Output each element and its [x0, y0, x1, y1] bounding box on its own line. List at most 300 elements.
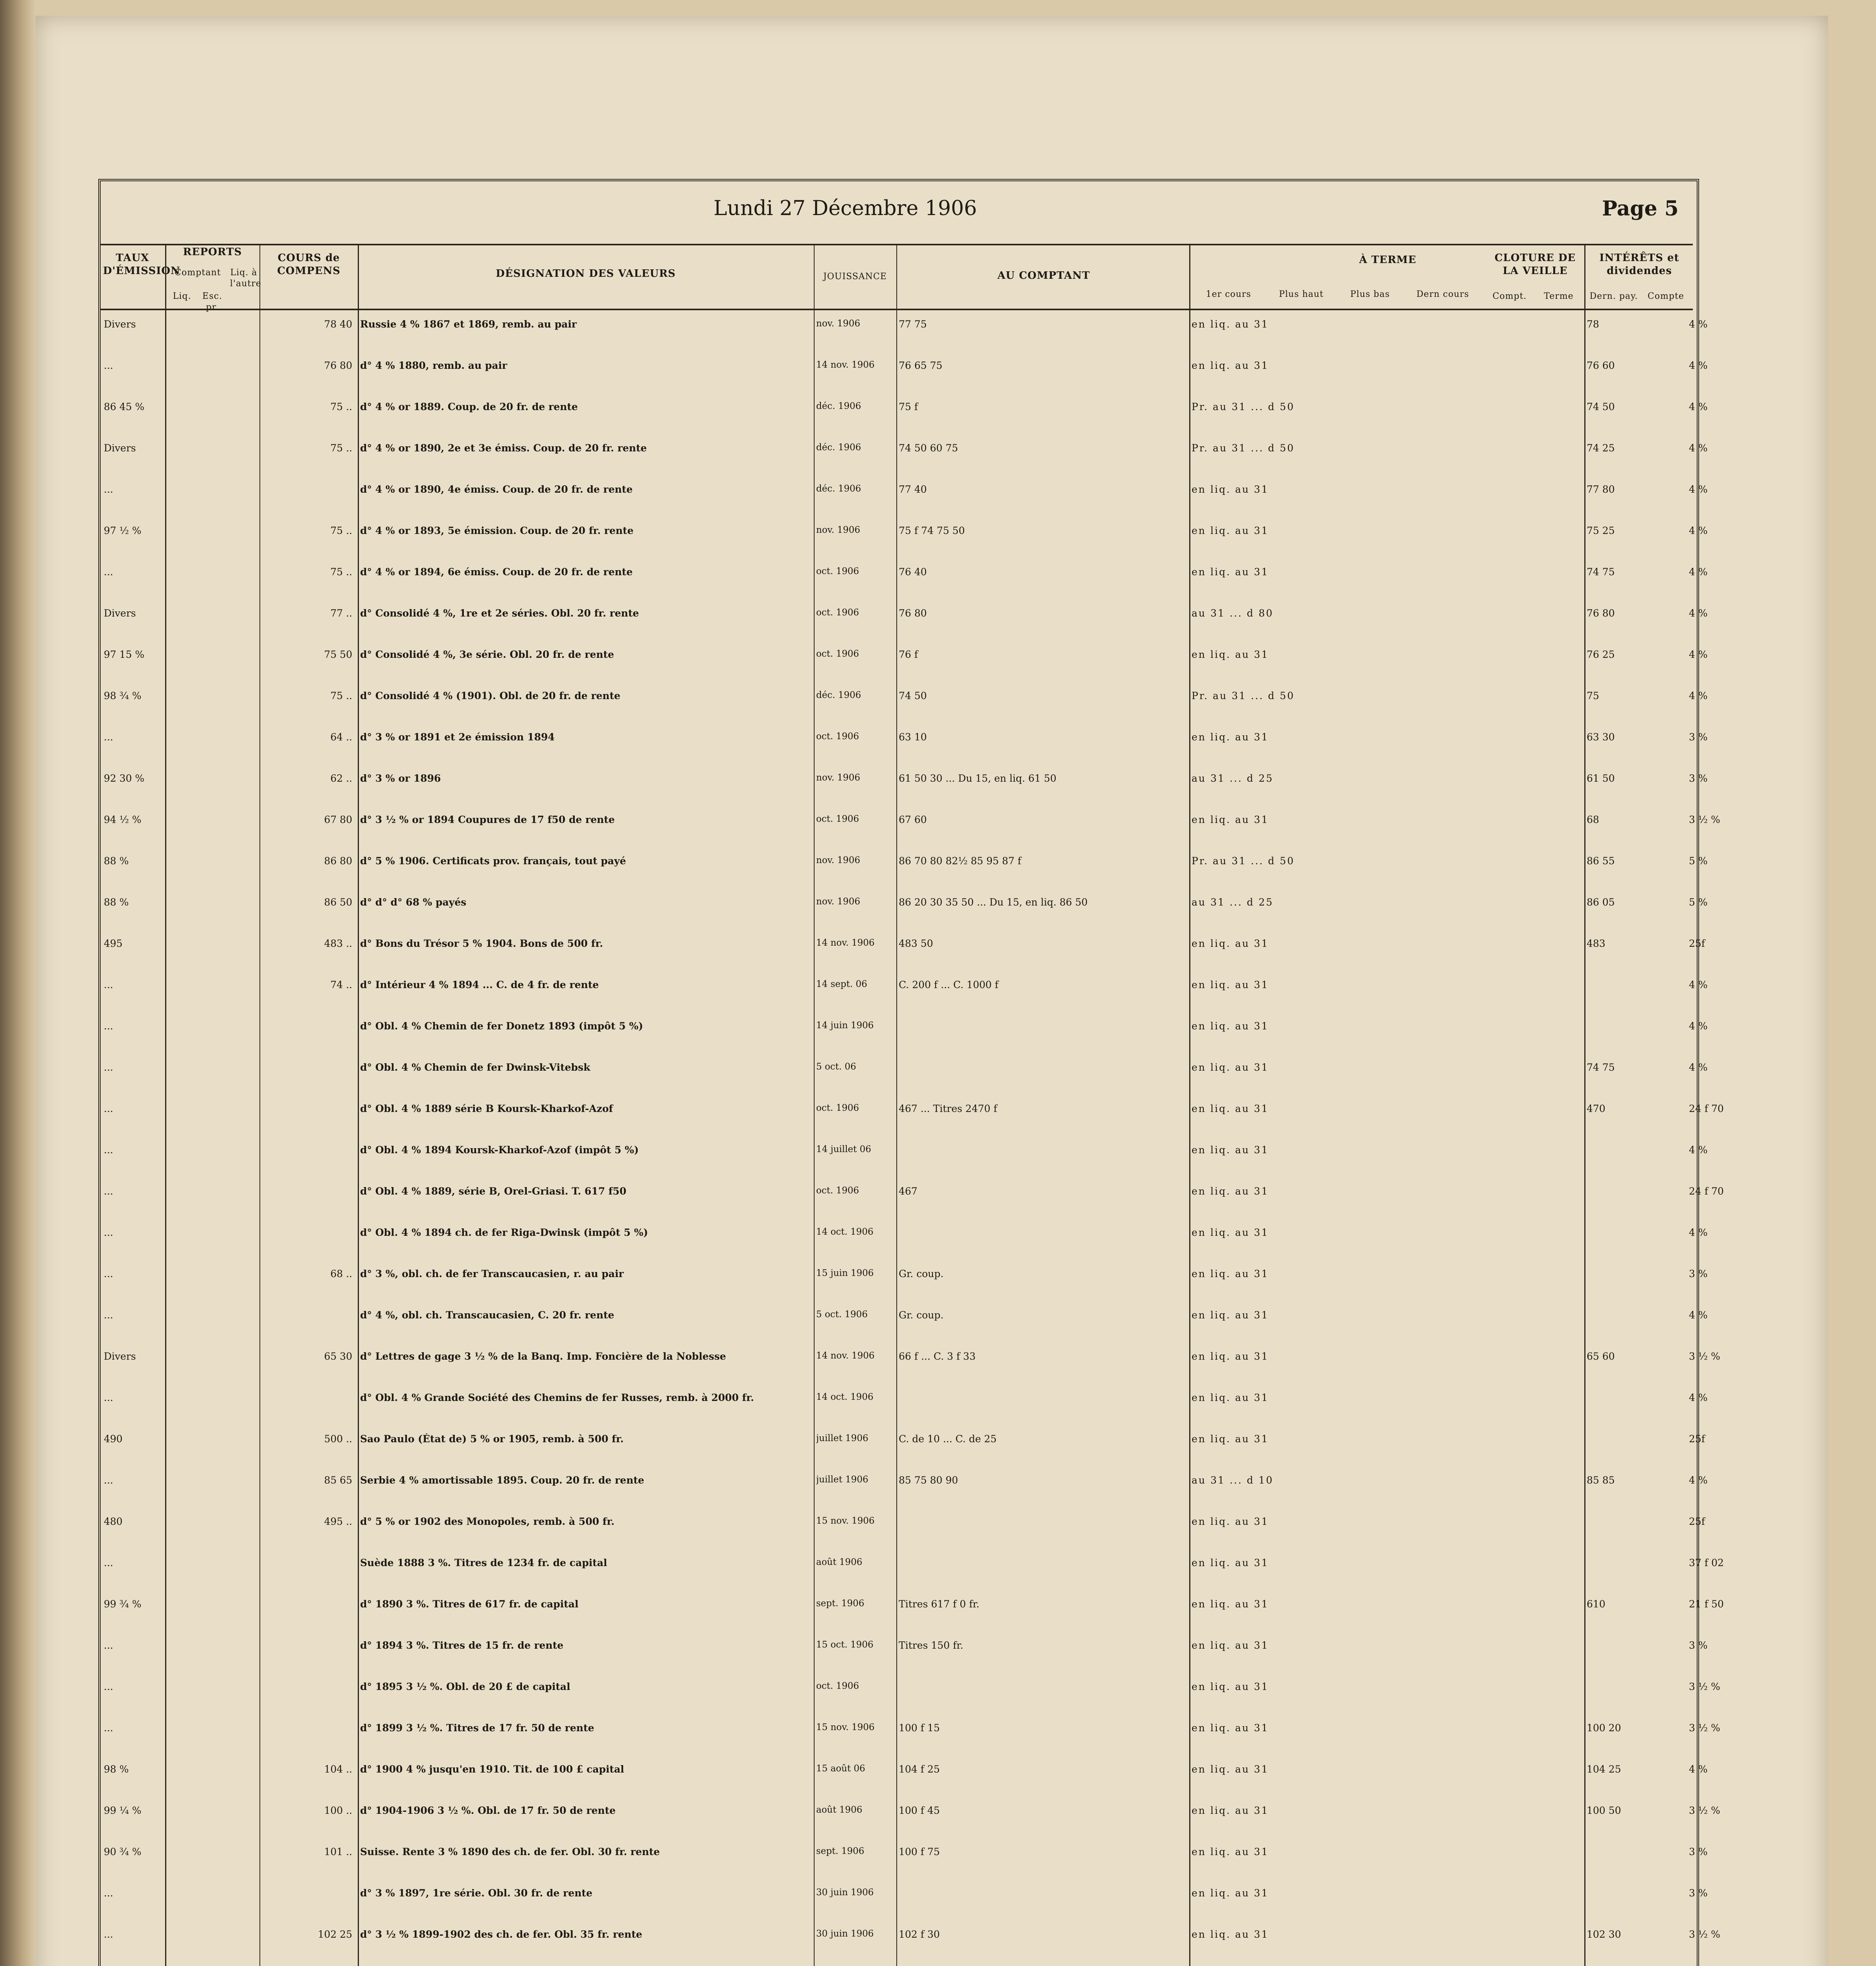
- col-rule-cours: [358, 244, 359, 1966]
- cell-jouis: juillet 1906: [816, 1433, 868, 1443]
- cell-taux: 97 ½ %: [104, 525, 142, 536]
- cell-cours: 75 50: [324, 649, 352, 660]
- cell-int: 21 f 50: [1689, 1598, 1724, 1610]
- cell-taux: ...: [104, 1103, 113, 1114]
- cell-int: 4 %: [1689, 1144, 1708, 1156]
- cell-taux: 490: [104, 1433, 123, 1445]
- cell-jouis: oct. 1906: [816, 1103, 859, 1113]
- cell-cours: 75 ..: [330, 525, 352, 536]
- cell-des: d° d° d° 68 % payés: [360, 896, 467, 908]
- cell-clot: 74 25: [1587, 442, 1615, 454]
- cell-cours: 86 80: [324, 855, 352, 867]
- cell-terme: en liq. au 31: [1192, 1351, 1269, 1362]
- cell-des: d° Obl. 4 % 1894 Koursk-Kharkof-Azof (impôt 5 %): [360, 1144, 639, 1156]
- cell-des: d° 1894 3 %. Titres de 15 fr. de rente: [360, 1640, 564, 1651]
- cell-comp: C. de 10 ... C. de 25: [899, 1433, 997, 1445]
- cell-cours: 495 ..: [324, 1516, 352, 1527]
- cell-jouis: sept. 1906: [816, 1846, 864, 1856]
- cell-des: d° 3 ½ % 1899-1902 des ch. de fer. Obl. 35 fr. rente: [360, 1929, 642, 1940]
- page-number: Page 5: [1602, 197, 1679, 221]
- cell-cours: 102 25: [318, 1929, 352, 1940]
- cell-cours: 76 80: [324, 360, 352, 371]
- cell-cours: 68 ..: [330, 1268, 352, 1279]
- cell-jouis: 14 oct. 1906: [816, 1392, 874, 1402]
- cell-int: 4 %: [1689, 649, 1708, 660]
- cell-int: 4 %: [1689, 607, 1708, 619]
- cell-jouis: 15 nov. 1906: [816, 1516, 875, 1526]
- cell-comp: 77 40: [899, 484, 927, 495]
- cell-comp: Gr. coup.: [899, 1268, 944, 1279]
- cell-des: d° Consolidé 4 % (1901). Obl. de 20 fr. de rente: [360, 690, 621, 701]
- cell-des: Suisse. Rente 3 % 1890 des ch. de fer. Obl. 30 fr. rente: [360, 1846, 660, 1857]
- cell-terme: en liq. au 31: [1192, 1557, 1269, 1568]
- cell-int: 3 %: [1689, 1640, 1708, 1651]
- cell-terme: en liq. au 31: [1192, 1268, 1269, 1279]
- cell-int: 37 f 02: [1689, 1557, 1724, 1568]
- cell-jouis: août 1906: [816, 1557, 863, 1567]
- cell-clot: 75: [1587, 690, 1599, 701]
- cell-terme: au 31 ... d 25: [1192, 773, 1274, 784]
- cell-int: 3 %: [1689, 1887, 1708, 1899]
- cell-des: d° Obl. 4 % Grande Société des Chemins de fer Russes, remb. à 2000 fr.: [360, 1392, 754, 1403]
- cell-des: d° 4 % or 1893, 5e émission. Coup. de 20 fr. rente: [360, 525, 634, 536]
- cell-cours: 77 ..: [330, 607, 352, 619]
- cell-des: Russie 4 % 1867 et 1869, remb. au pair: [360, 318, 577, 330]
- cell-taux: 97 15 %: [104, 649, 145, 660]
- cell-jouis: oct. 1906: [816, 566, 859, 576]
- cell-taux: ...: [104, 1309, 113, 1321]
- col-rule-taux: [165, 244, 166, 1966]
- cell-des: d° 4 % or 1889. Coup. de 20 fr. de rente: [360, 401, 578, 412]
- cell-taux: Divers: [104, 442, 136, 454]
- cell-des: d° 3 % 1897, 1re série. Obl. 30 fr. de rente: [360, 1887, 592, 1899]
- cell-comp: 85 75 80 90: [899, 1474, 958, 1486]
- cell-terme: au 31 ... d 25: [1192, 896, 1274, 908]
- cell-int: 4 %: [1689, 690, 1708, 701]
- cell-comp: 467 ... Titres 2470 f: [899, 1103, 997, 1114]
- col-header-compte: Compte: [1648, 291, 1684, 301]
- cell-taux: ...: [104, 1640, 113, 1651]
- cell-jouis: août 1906: [816, 1805, 863, 1815]
- cell-clot: 74 75: [1587, 566, 1615, 578]
- cell-int: 4 %: [1689, 1020, 1708, 1032]
- cell-jouis: nov. 1906: [816, 525, 861, 535]
- cell-int: 4 %: [1689, 360, 1708, 371]
- cell-jouis: 14 juin 1906: [816, 1020, 874, 1031]
- cell-des: Sao Paulo (État de) 5 % or 1905, remb. à 500 fr.: [360, 1433, 624, 1445]
- cell-des: d° 1890 3 %. Titres de 617 fr. de capital: [360, 1598, 579, 1610]
- cell-taux: ...: [104, 1474, 113, 1486]
- cell-comp: 467: [899, 1185, 918, 1197]
- cell-jouis: 14 sept. 06: [816, 979, 867, 989]
- cell-cours: 74 ..: [330, 979, 352, 990]
- cell-terme: en liq. au 31: [1192, 1598, 1269, 1610]
- cell-int: 3 ½ %: [1689, 1681, 1720, 1692]
- cell-taux: 495: [104, 938, 123, 949]
- cell-jouis: 5 oct. 06: [816, 1062, 856, 1072]
- cell-taux: ...: [104, 1392, 113, 1403]
- cell-int: 5 %: [1689, 896, 1708, 908]
- cell-terme: en liq. au 31: [1192, 1433, 1269, 1445]
- cell-int: 4 %: [1689, 1392, 1708, 1403]
- col-header-liq: Liq.: [173, 291, 191, 301]
- cell-terme: Pr. au 31 ... d 50: [1192, 401, 1295, 412]
- cell-terme: en liq. au 31: [1192, 1887, 1269, 1899]
- cell-terme: Pr. au 31 ... d 50: [1192, 690, 1295, 701]
- cell-terme: en liq. au 31: [1192, 814, 1269, 825]
- cell-des: d° 4 %, obl. ch. Transcaucasien, C. 20 fr. rente: [360, 1309, 614, 1321]
- cell-terme: en liq. au 31: [1192, 938, 1269, 949]
- col-header-premier-cours: 1er cours: [1206, 289, 1251, 299]
- cell-jouis: déc. 1906: [816, 690, 861, 700]
- cell-jouis: déc. 1906: [816, 484, 861, 494]
- cell-des: d° Bons du Trésor 5 % 1904. Bons de 500 fr.: [360, 938, 603, 949]
- cell-clot: 61 50: [1587, 773, 1615, 784]
- cell-clot: 104 25: [1587, 1764, 1621, 1775]
- cell-jouis: 14 nov. 1906: [816, 938, 875, 948]
- cell-jouis: déc. 1906: [816, 401, 861, 411]
- cell-terme: en liq. au 31: [1192, 649, 1269, 660]
- cell-comp: 76 65 75: [899, 360, 943, 371]
- cell-comp: 100 f 15: [899, 1722, 940, 1734]
- cell-terme: en liq. au 31: [1192, 1516, 1269, 1527]
- cell-comp: 76 40: [899, 566, 927, 578]
- cell-terme: en liq. au 31: [1192, 1020, 1269, 1032]
- cell-comp: 67 60: [899, 814, 927, 825]
- cell-clot: 78: [1587, 318, 1599, 330]
- page-date: Lundi 27 Décembre 1906: [713, 197, 977, 220]
- cell-clot: 470: [1587, 1103, 1606, 1114]
- cell-des: d° Obl. 4 % 1894 ch. de fer Riga-Dwinsk (impôt 5 %): [360, 1227, 648, 1238]
- cell-jouis: nov. 1906: [816, 896, 861, 907]
- cell-int: 24 f 70: [1689, 1103, 1724, 1114]
- cell-taux: ...: [104, 1268, 113, 1279]
- cell-clot: 68: [1587, 814, 1599, 825]
- cell-taux: Divers: [104, 607, 136, 619]
- cell-taux: 99 ¼ %: [104, 1805, 142, 1816]
- cell-jouis: juillet 1906: [816, 1474, 868, 1485]
- cell-taux: 86 45 %: [104, 401, 145, 412]
- cell-terme: en liq. au 31: [1192, 1062, 1269, 1073]
- cell-clot: 63 30: [1587, 731, 1615, 743]
- cell-cours: 100 ..: [324, 1805, 352, 1816]
- cell-terme: en liq. au 31: [1192, 1846, 1269, 1857]
- cell-cours: 64 ..: [330, 731, 352, 743]
- cell-terme: en liq. au 31: [1192, 1681, 1269, 1692]
- cell-terme: en liq. au 31: [1192, 1929, 1269, 1940]
- cell-des: d° 5 % or 1902 des Monopoles, remb. à 500 fr.: [360, 1516, 615, 1527]
- cell-comp: 86 20 30 35 50 ... Du 15, en liq. 86 50: [899, 896, 1088, 908]
- cell-cours: 500 ..: [324, 1433, 352, 1445]
- cell-terme: en liq. au 31: [1192, 318, 1269, 330]
- cell-cours: 75 ..: [330, 442, 352, 454]
- cell-int: 4 %: [1689, 1764, 1708, 1775]
- cell-jouis: 30 juin 1906: [816, 1887, 874, 1898]
- col-header-cours: COURS de COMPENS: [277, 252, 341, 277]
- cell-jouis: 15 juin 1906: [816, 1268, 874, 1278]
- cell-taux: ...: [104, 360, 113, 371]
- cell-clot: 102 30: [1587, 1929, 1621, 1940]
- col-header-a-terme: À TERME: [1359, 254, 1416, 266]
- cell-des: d° 3 % or 1896: [360, 773, 441, 784]
- cell-clot: 86 55: [1587, 855, 1615, 867]
- col-header-comptant: Comptant: [175, 268, 221, 278]
- cell-int: 4 %: [1689, 401, 1708, 412]
- cell-jouis: 15 août 06: [816, 1764, 865, 1774]
- cell-comp: 76 f: [899, 649, 918, 660]
- cell-int: 3 %: [1689, 1846, 1708, 1857]
- cell-cours: 86 50: [324, 896, 352, 908]
- cell-int: 3 ½ %: [1689, 1929, 1720, 1940]
- cell-comp: 483 50: [899, 938, 933, 949]
- cell-des: d° 1900 4 % jusqu'en 1910. Tit. de 100 £ capital: [360, 1764, 624, 1775]
- col-rule-comptant: [1189, 244, 1190, 1966]
- cell-comp: 63 10: [899, 731, 927, 743]
- cell-taux: 88 %: [104, 855, 129, 867]
- cell-int: 3 ½ %: [1689, 814, 1720, 825]
- cell-clot: 86 05: [1587, 896, 1615, 908]
- cell-jouis: oct. 1906: [816, 607, 859, 618]
- cell-des: d° 1895 3 ½ %. Obl. de 20 £ de capital: [360, 1681, 570, 1692]
- cell-jouis: oct. 1906: [816, 649, 859, 659]
- cell-clot: 75 25: [1587, 525, 1615, 536]
- cell-jouis: nov. 1906: [816, 773, 861, 783]
- cell-int: 4 %: [1689, 318, 1708, 330]
- cell-cours: 75 ..: [330, 566, 352, 578]
- cell-terme: en liq. au 31: [1192, 360, 1269, 371]
- cell-clot: 85 85: [1587, 1474, 1615, 1486]
- cell-clot: 483: [1587, 938, 1606, 949]
- cell-int: 4 %: [1689, 525, 1708, 536]
- cell-taux: ...: [104, 1185, 113, 1197]
- cell-comp: 66 f ... C. 3 f 33: [899, 1351, 976, 1362]
- cell-int: 4 %: [1689, 566, 1708, 578]
- cell-comp: 100 f 45: [899, 1805, 940, 1816]
- cell-taux: ...: [104, 1929, 113, 1940]
- cell-cours: 62 ..: [330, 773, 352, 784]
- cell-des: Serbie 4 % amortissable 1895. Coup. 20 fr. de rente: [360, 1474, 644, 1486]
- cell-des: d° 4 % or 1890, 2e et 3e émiss. Coup. de 20 fr. rente: [360, 442, 647, 454]
- cell-des: d° Obl. 4 % 1889, série B, Orel-Griasi. T. 617 f50: [360, 1185, 627, 1197]
- cell-comp: 100 f 75: [899, 1846, 940, 1857]
- cell-terme: en liq. au 31: [1192, 1227, 1269, 1238]
- cell-int: 25f: [1689, 938, 1705, 949]
- cell-des: Suède 1888 3 %. Titres de 1234 fr. de capital: [360, 1557, 607, 1568]
- cell-taux: ...: [104, 1062, 113, 1073]
- cell-cours: 75 ..: [330, 401, 352, 412]
- cell-comp: 86 70 80 82½ 85 95 87 f: [899, 855, 1021, 867]
- cell-comp: 104 f 25: [899, 1764, 940, 1775]
- cell-comp: Titres 617 f 0 fr.: [899, 1598, 980, 1610]
- cell-comp: 76 80: [899, 607, 927, 619]
- cell-taux: 98 ¾ %: [104, 690, 142, 701]
- cell-cours: 483 ..: [324, 938, 352, 949]
- cell-taux: ...: [104, 1020, 113, 1032]
- cell-comp: 102 f 30: [899, 1929, 940, 1940]
- cell-taux: 92 30 %: [104, 773, 145, 784]
- cell-terme: en liq. au 31: [1192, 1144, 1269, 1156]
- cell-des: d° Obl. 4 % 1889 série B Koursk-Kharkof-Azof: [360, 1103, 613, 1114]
- col-header-plus-bas: Plus bas: [1350, 289, 1390, 299]
- col-header-liq-autre: Liq. à l'autre: [230, 268, 261, 289]
- cell-cours: 67 80: [324, 814, 352, 825]
- cell-taux: 98 %: [104, 1764, 129, 1775]
- cell-int: 3 %: [1689, 773, 1708, 784]
- cell-des: d° Lettres de gage 3 ½ % de la Banq. Imp. Foncière de la Noblesse: [360, 1351, 726, 1362]
- cell-des: d° Consolidé 4 %, 3e série. Obl. 20 fr. de rente: [360, 649, 614, 660]
- cell-taux: 90 ¾ %: [104, 1846, 142, 1857]
- cell-des: d° 4 % or 1894, 6e émiss. Coup. de 20 fr. de rente: [360, 566, 633, 578]
- cell-cours: 65 30: [324, 1351, 352, 1362]
- cell-taux: ...: [104, 484, 113, 495]
- cell-terme: en liq. au 31: [1192, 1722, 1269, 1734]
- cell-comp: Gr. coup.: [899, 1309, 944, 1321]
- cell-int: 3 %: [1689, 1268, 1708, 1279]
- col-header-au-comptant: AU COMPTANT: [997, 270, 1090, 282]
- cell-jouis: oct. 1906: [816, 814, 859, 824]
- cell-int: 4 %: [1689, 1227, 1708, 1238]
- cell-terme: en liq. au 31: [1192, 731, 1269, 743]
- col-header-taux: TAUX D'ÉMISSION: [103, 252, 180, 277]
- cell-int: 25f: [1689, 1516, 1705, 1527]
- cell-clot: 77 80: [1587, 484, 1615, 495]
- col-rule-designation: [814, 244, 815, 1966]
- cell-clot: 76 25: [1587, 649, 1615, 660]
- cell-jouis: nov. 1906: [816, 855, 861, 865]
- cell-jouis: 14 oct. 1906: [816, 1227, 874, 1237]
- cell-taux: ...: [104, 731, 113, 743]
- cell-int: 4 %: [1689, 1474, 1708, 1486]
- cell-jouis: oct. 1906: [816, 1681, 859, 1691]
- cell-terme: au 31 ... d 80: [1192, 607, 1274, 619]
- cell-comp: 75 f: [899, 401, 918, 412]
- book-spine: [0, 0, 35, 1966]
- cell-jouis: déc. 1906: [816, 442, 861, 453]
- cell-jouis: 15 nov. 1906: [816, 1722, 875, 1732]
- cell-terme: en liq. au 31: [1192, 1764, 1269, 1775]
- cell-terme: en liq. au 31: [1192, 566, 1269, 578]
- cell-comp: 74 50: [899, 690, 927, 701]
- col-rule-reports: [259, 244, 260, 1966]
- cell-comp: Titres 150 fr.: [899, 1640, 964, 1651]
- col-header-reports: REPORTS: [183, 246, 242, 258]
- cell-cours: 75 ..: [330, 690, 352, 701]
- cell-int: 3 %: [1689, 731, 1708, 743]
- cell-taux: 480: [104, 1516, 123, 1527]
- cell-terme: en liq. au 31: [1192, 525, 1269, 536]
- cell-des: d° 4 % 1880, remb. au pair: [360, 360, 508, 371]
- cell-des: d° 1899 3 ½ %. Titres de 17 fr. 50 de rente: [360, 1722, 594, 1734]
- col-header-cloture: CLOTURE DE LA VEILLE: [1494, 252, 1576, 277]
- cell-terme: en liq. au 31: [1192, 1392, 1269, 1403]
- col-header-designation: DÉSIGNATION DES VALEURS: [496, 268, 676, 280]
- cell-taux: ...: [104, 566, 113, 578]
- col-header-jouissance: JOUISSANCE: [823, 272, 887, 282]
- cell-des: d° Consolidé 4 %, 1re et 2e séries. Obl. 20 fr. rente: [360, 607, 639, 619]
- cell-jouis: 14 nov. 1906: [816, 1351, 875, 1361]
- col-header-plus-haut: Plus haut: [1279, 289, 1324, 299]
- cell-terme: en liq. au 31: [1192, 1309, 1269, 1321]
- col-header-dern-pay: Dern. pay.: [1589, 291, 1638, 301]
- cell-clot: 65 60: [1587, 1351, 1615, 1362]
- cell-jouis: nov. 1906: [816, 318, 861, 329]
- cell-clot: 76 80: [1587, 607, 1615, 619]
- cell-terme: en liq. au 31: [1192, 1185, 1269, 1197]
- cell-int: 4 %: [1689, 442, 1708, 454]
- cell-taux: 99 ¾ %: [104, 1598, 142, 1610]
- cell-cours: 101 ..: [324, 1846, 352, 1857]
- cell-int: 4 %: [1689, 1309, 1708, 1321]
- col-header-esc: Esc. pr.: [202, 291, 223, 312]
- cell-int: 3 ½ %: [1689, 1351, 1720, 1362]
- cell-des: d° 1904-1906 3 ½ %. Obl. de 17 fr. 50 de rente: [360, 1805, 616, 1816]
- cell-taux: 94 ½ %: [104, 814, 142, 825]
- cell-taux: Divers: [104, 1351, 136, 1362]
- col-header-dernier-cours: Dern cours: [1416, 289, 1469, 299]
- cell-int: 5 %: [1689, 855, 1708, 867]
- cell-taux: ...: [104, 1722, 113, 1734]
- cell-terme: Pr. au 31 ... d 50: [1192, 855, 1295, 867]
- cell-int: 4 %: [1689, 484, 1708, 495]
- cell-jouis: 15 oct. 1906: [816, 1640, 874, 1650]
- cell-int: 4 %: [1689, 1062, 1708, 1073]
- cell-terme: Pr. au 31 ... d 50: [1192, 442, 1295, 454]
- cell-des: d° Obl. 4 % Chemin de fer Dwinsk-Vitebsk: [360, 1062, 590, 1073]
- cell-terme: en liq. au 31: [1192, 1805, 1269, 1816]
- cell-jouis: sept. 1906: [816, 1598, 864, 1609]
- cell-jouis: 30 juin 1906: [816, 1929, 874, 1939]
- cell-clot: 76 60: [1587, 360, 1615, 371]
- cell-jouis: oct. 1906: [816, 1185, 859, 1196]
- cell-comp: 74 50 60 75: [899, 442, 958, 454]
- cell-clot: 100 20: [1587, 1722, 1621, 1734]
- cell-des: d° Obl. 4 % Chemin de fer Donetz 1893 (impôt 5 %): [360, 1020, 643, 1032]
- cell-taux: ...: [104, 1557, 113, 1568]
- cell-jouis: oct. 1906: [816, 731, 859, 742]
- col-header-compt: Compt.: [1492, 291, 1527, 301]
- cell-cours: 104 ..: [324, 1764, 352, 1775]
- cell-taux: ...: [104, 1227, 113, 1238]
- cell-taux: ...: [104, 1887, 113, 1899]
- cell-taux: Divers: [104, 318, 136, 330]
- cell-comp: 77 75: [899, 318, 927, 330]
- cell-clot: 74 75: [1587, 1062, 1615, 1073]
- cell-taux: ...: [104, 979, 113, 990]
- cell-cours: 85 65: [324, 1474, 352, 1486]
- cell-des: d° 3 %, obl. ch. de fer Transcaucasien, r. au pair: [360, 1268, 624, 1279]
- col-rule-jouissance: [896, 244, 897, 1966]
- cell-jouis: 14 nov. 1906: [816, 360, 875, 370]
- col-header-terme: Terme: [1544, 291, 1574, 301]
- cell-des: d° 4 % or 1890, 4e émiss. Coup. de 20 fr. de rente: [360, 484, 633, 495]
- cell-cours: 78 40: [324, 318, 352, 330]
- cell-taux: ...: [104, 1681, 113, 1692]
- cell-terme: en liq. au 31: [1192, 1640, 1269, 1651]
- cell-terme: en liq. au 31: [1192, 1103, 1269, 1114]
- cell-taux: ...: [104, 1144, 113, 1156]
- cell-int: 3 ½ %: [1689, 1805, 1720, 1816]
- cell-jouis: 5 oct. 1906: [816, 1309, 868, 1320]
- cell-comp: 75 f 74 75 50: [899, 525, 965, 536]
- cell-des: d° 3 ½ % or 1894 Coupures de 17 f50 de rente: [360, 814, 615, 825]
- cell-int: 24 f 70: [1689, 1185, 1724, 1197]
- col-header-interets: INTÉRÊTS et dividendes: [1599, 252, 1679, 277]
- cell-terme: en liq. au 31: [1192, 979, 1269, 990]
- cell-des: d° 5 % 1906. Certificats prov. français, tout payé: [360, 855, 626, 867]
- cell-clot: 100 50: [1587, 1805, 1621, 1816]
- cell-comp: C. 200 f ... C. 1000 f: [899, 979, 999, 990]
- cell-int: 4 %: [1689, 979, 1708, 990]
